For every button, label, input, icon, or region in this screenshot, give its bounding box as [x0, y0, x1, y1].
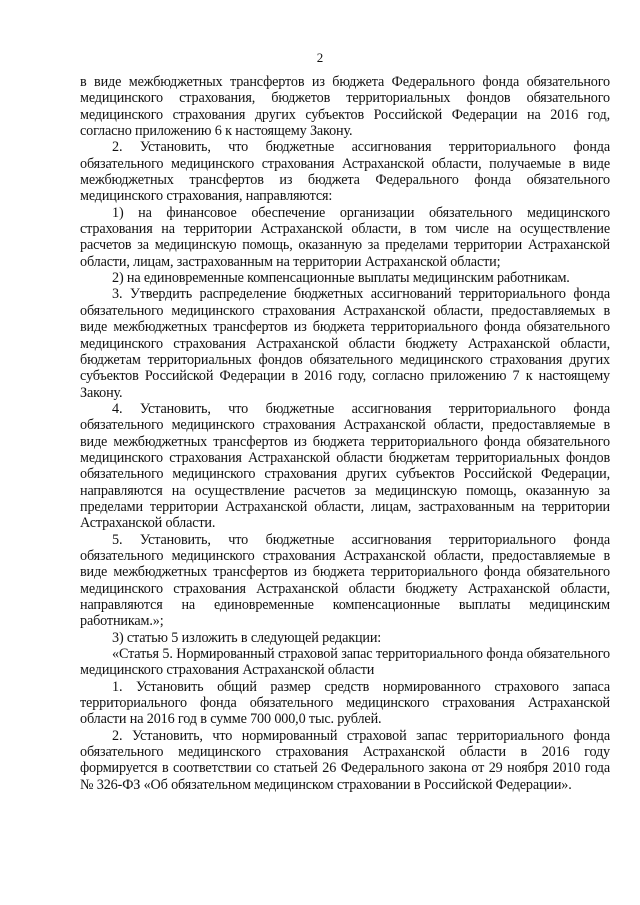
paragraph-amendment-3: 3) статью 5 изложить в следующей редакции: — [112, 629, 382, 646]
paragraph-subitem-2: 2) на единовременные компенсационные выплаты медицинским работникам. — [112, 270, 570, 287]
page-number: 2 — [316, 50, 324, 65]
paragraph-item-2: 2. Установить, что бюджетные ассигнования территориального фонда обязательного медицинского страхования Астраханской области, получаемые в виде межбюджетных трансфертов из бюджета Федерального фонда обязательного медицинского страхования, направляются: — [80, 139, 610, 205]
article-5-heading: «Статья 5. Нормированный страховой запас территориального фонда обязательного медицинского страхования Астраханской области — [80, 646, 610, 679]
paragraph-continuation: в виде межбюджетных трансфертов из бюджета Федерального фонда обязательного медицинского страхования, бюджетов территориальных фондов обязательного медицинского страхования других субъектов Российской Федерации на 2016 год, согласно приложению 6 к настоящему Закону. — [80, 74, 610, 140]
paragraph-subitem-1: 1) на финансовое обеспечение организации обязательного медицинского страхования на территории Астраханской области, в том числе на осуществление расчетов за медицинскую помощь, оказанную за пределами территории Астраханской области, лицам, застрахованным на территории Астраханской области; — [80, 204, 610, 270]
paragraph-item-4: 4. Установить, что бюджетные ассигнования территориального фонда обязательного медицинского страхования Астраханской области, предоставляемые в виде межбюджетных трансфертов из бюджета территориального фонда обязательного медицинского страхования Астраханской области бюджетам территориальных фондов обязательного медицинского страхования других субъектов Российской Федерации, направляются на осуществление расчетов за медицинскую помощь, оказанную за пределами территории Астраханской области, лицам, застрахованным на территории Астраханской области. — [80, 400, 610, 532]
document-body — [80, 74, 610, 793]
paragraph-item-5: 5. Установить, что бюджетные ассигнования территориального фонда обязательного медицинского страхования Астраханской области, предоставляемые в виде межбюджетных трансфертов из бюджета территориального фонда обязательного медицинского страхования Астраханской области бюджету Астраханской области, направляются на единовременные компенсационные выплаты медицинским работникам.»; — [80, 531, 610, 630]
article-5-item-1: 1. Установить общий размер средств нормированного страхового запаса территориального фонда обязательного медицинского страхования Астраханской области на 2016 год в сумме 700 000,0 тыс. рублей. — [80, 678, 610, 728]
article-5-item-2: 2. Установить, что нормированный страховой запас территориального фонда обязательного медицинского страхования Астраханской области в 2016 году формируется в соответствии со статьей 26 Федерального закона от 29 ноября 2010 года № 326-ФЗ «Об обязательном медицинском страховании в Российской Федерации». — [80, 727, 610, 793]
paragraph-item-3: 3. Утвердить распределение бюджетных ассигнований территориального фонда обязательного медицинского страхования Астраханской области, предоставляемых в виде межбюджетных трансфертов из бюджета территориального фонда обязательного медицинского страхования Астраханской области бюджету Астраханской области, бюджетам территориальных фондов обязательного медицинского страхования других субъектов Российской Федерации в 2016 году, согласно приложению 7 к настоящему Закону. — [80, 286, 610, 401]
